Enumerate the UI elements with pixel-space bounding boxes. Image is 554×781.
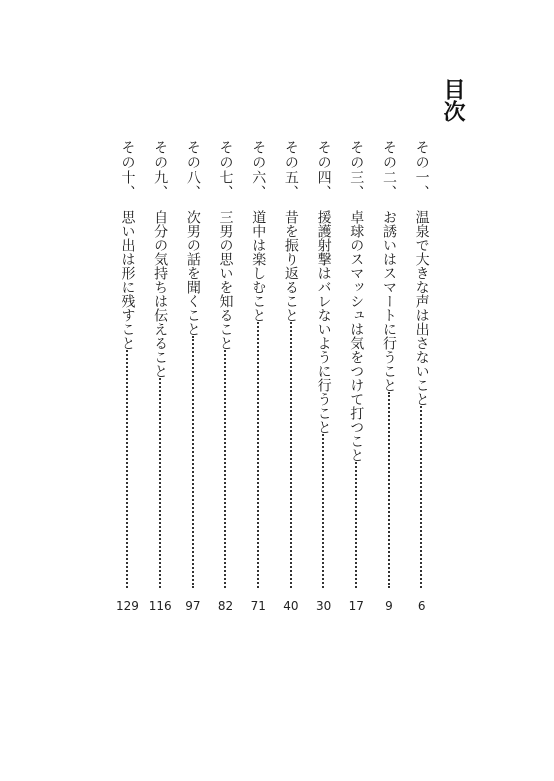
chapter-title: 昔を振り返ること [282, 210, 299, 322]
chapter-title: 道中は楽しむこと [250, 210, 267, 322]
toc-entry-2[interactable] [373, 140, 406, 618]
dot-leader [192, 336, 195, 588]
toc-entry-text [111, 140, 144, 588]
chapter-number: その四、 [315, 140, 332, 200]
page-number: 116 [148, 599, 172, 613]
chapter-title: 三男の思いを知ること [217, 210, 234, 350]
toc-entry-text [405, 140, 438, 588]
chapter-title: 自分の気持ちは伝えること [152, 210, 169, 378]
chapter-number: その六、 [250, 140, 267, 200]
toc-entry-1[interactable] [405, 140, 438, 618]
chapter-number: その五、 [282, 140, 299, 200]
chapter-number: その九、 [152, 140, 169, 200]
chapter-number: その二、 [380, 140, 397, 200]
toc-entry-4[interactable] [307, 140, 340, 618]
page-number: 17 [348, 599, 364, 613]
page-number: 71 [250, 599, 266, 613]
chapter-number: その三、 [348, 140, 365, 200]
page-number: 82 [217, 599, 234, 613]
toc-entry-text [275, 140, 308, 588]
dot-leader [224, 350, 227, 588]
toc-entry-text [177, 140, 210, 588]
page-number: 30 [315, 599, 332, 613]
toc-entry-9[interactable] [144, 140, 177, 618]
page-title: 目次 [440, 78, 465, 122]
dot-leader [290, 322, 293, 588]
toc-entry-8[interactable] [177, 140, 210, 618]
dot-leader [159, 378, 162, 588]
toc-entry-6[interactable] [242, 140, 275, 618]
chapter-number: その十、 [119, 140, 136, 200]
table-of-contents [111, 140, 438, 618]
toc-entry-text [209, 140, 242, 588]
chapter-title: 思い出は形に残すこと [119, 210, 136, 350]
page-number: 6 [417, 599, 426, 613]
chapter-title: 援護射撃はバレないように行うこと [315, 210, 332, 434]
chapter-title: 次男の話を聞くこと [184, 210, 201, 336]
chapter-title: 温泉で大きな声は出さないこと [413, 210, 430, 406]
toc-entry-5[interactable] [275, 140, 308, 618]
page-number: 9 [385, 599, 393, 613]
chapter-title: 卓球のスマッシュは気をつけて打つこと [348, 210, 365, 462]
dot-leader [257, 322, 260, 588]
chapter-number: その七、 [217, 140, 234, 200]
toc-entry-text [307, 140, 340, 588]
toc-entry-text [242, 140, 275, 588]
dot-leader [420, 406, 423, 588]
page-number: 129 [116, 599, 139, 613]
toc-entry-text [340, 140, 373, 588]
dot-leader [322, 434, 325, 588]
chapter-number: その八、 [184, 140, 201, 200]
chapter-number: その一、 [413, 140, 430, 200]
chapter-title: お誘いはスマートに行うこと [380, 210, 397, 392]
toc-entry-7[interactable] [209, 140, 242, 618]
page-number: 97 [185, 599, 201, 613]
toc-entry-text [373, 140, 406, 588]
dot-leader [388, 392, 391, 588]
dot-leader [355, 462, 358, 588]
page-number: 40 [283, 599, 299, 613]
toc-entry-10[interactable] [111, 140, 144, 618]
toc-entry-3[interactable] [340, 140, 373, 618]
dot-leader [126, 350, 129, 588]
toc-entry-text [144, 140, 177, 588]
